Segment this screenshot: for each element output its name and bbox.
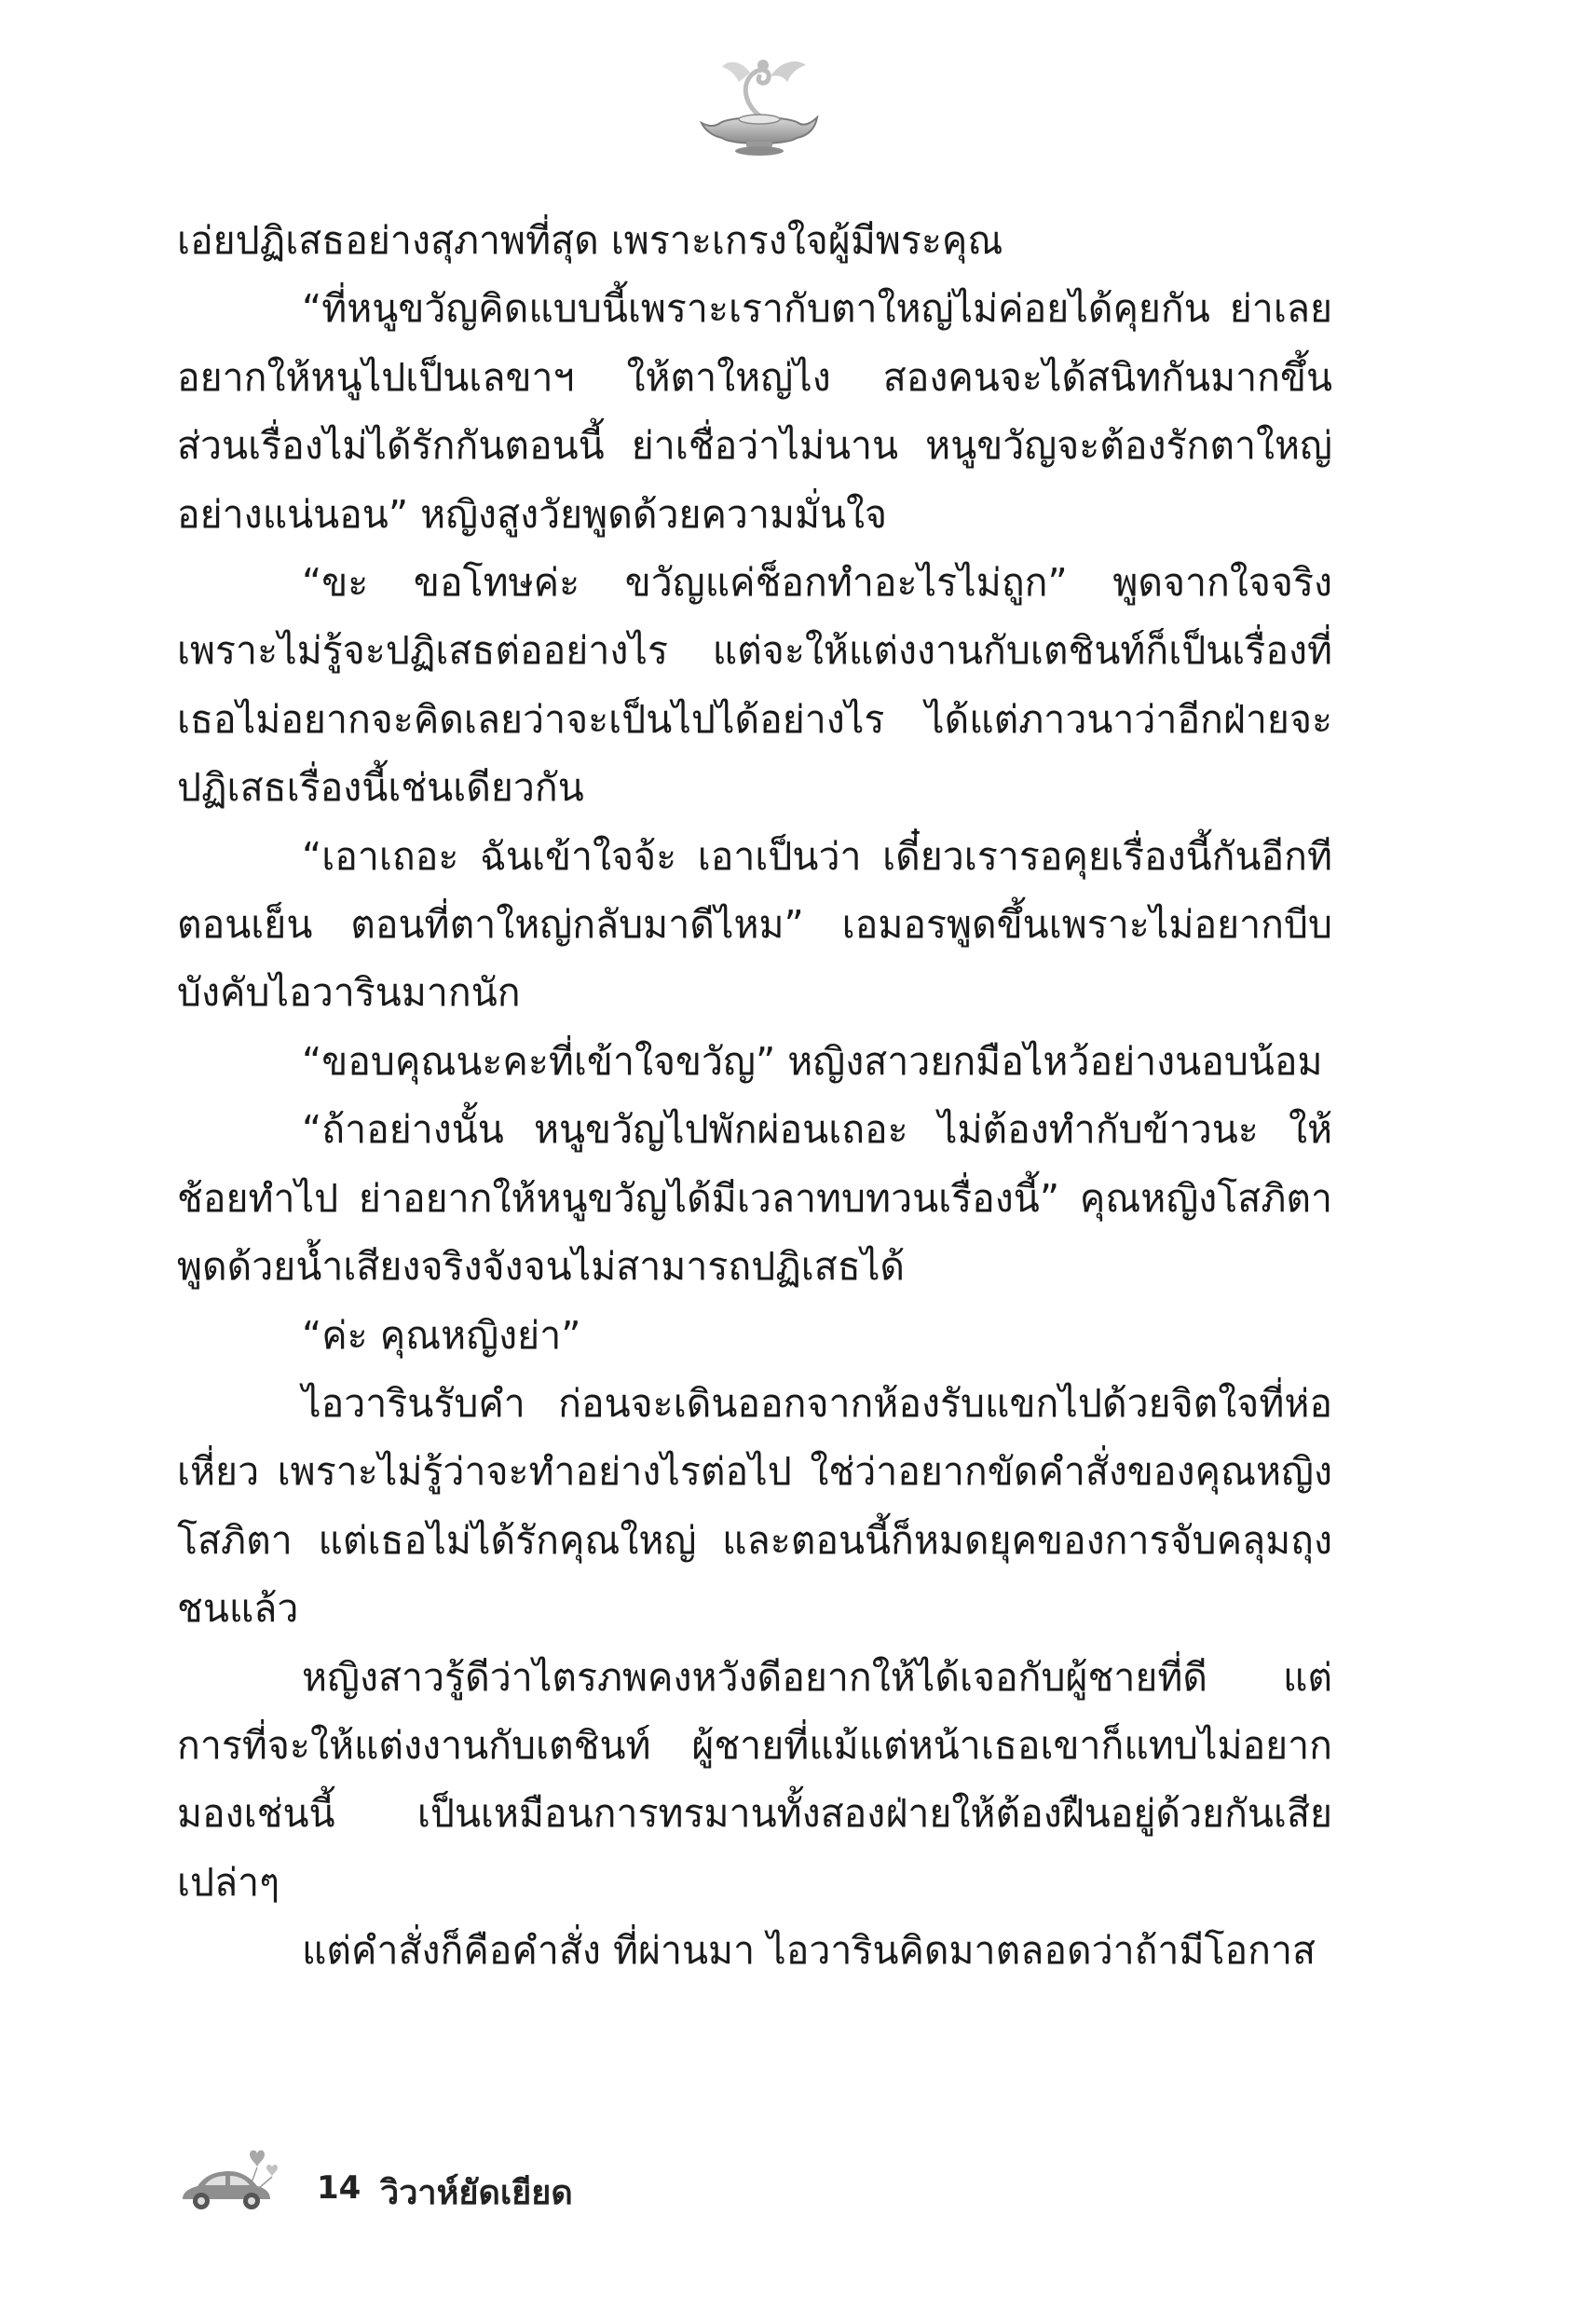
paragraph: “ค่ะ คุณหญิงย่า” bbox=[302, 1312, 581, 1358]
body-text bbox=[177, 207, 1332, 1986]
paragraph: แต่คำสั่งก็คือคำสั่ง ที่ผ่านมา ไอวารินคิดมาตลอดว่าถ้ามีโอกาส bbox=[302, 1928, 1316, 1974]
paragraph: “ขอบคุณนะคะที่เข้าใจขวัญ” หญิงสาวยกมือไหว้อย่างนอบน้อม bbox=[302, 1038, 1323, 1084]
book-title: วิวาห์ยัดเยียด bbox=[380, 2174, 573, 2212]
car-with-hearts-icon bbox=[177, 2141, 289, 2216]
paragraph: “ถ้าอย่างนั้น หนูขวัญไปพักผ่อนเถอะ ไม่ต้องทำกับข้าวนะ ให้ช้อยทำไป ย่าอยากให้หนูขวัญได้มีเวลาทบทวนเรื่องนี้” คุณหญิงโสภิตาพูดด้วยน้ำเสียงจริงจังจนไม่สามารถปฏิเสธได้ bbox=[177, 1107, 1332, 1290]
page-number: 14 bbox=[317, 2169, 361, 2207]
paragraph: หญิงสาวรู้ดีว่าไตรภพคงหวังดีอยากให้ได้เจอกับผู้ชายที่ดี แต่การที่จะให้แต่งงานกับเตชินท์ ผู้ชายที่แม้แต่หน้าเธอเขาก็แทบไม่อยากมองเช่นนี้ เป็นเหมือนการทรมานทั้งสองฝ่ายให้ต้องฝืนอยู่ด้วยกันเสียเปล่าๆ bbox=[177, 1654, 1332, 1905]
paragraph: “เอาเถอะ ฉันเข้าใจจ้ะ เอาเป็นว่า เดี๋ยวเรารอคุยเรื่องนี้กันอีกทีตอนเย็น ตอนที่ตาใหญ่กลับมาดีไหม” เอมอรพูดขึ้นเพราะไม่อยากบีบบังคับไอวารินมากนัก bbox=[177, 833, 1332, 1016]
paragraph: เอ่ยปฏิเสธอย่างสุภาพที่สุด เพราะเกรงใจผู้มีพระคุณ bbox=[177, 218, 1003, 263]
page-footer bbox=[177, 2141, 829, 2225]
paragraph: ไอวารินรับคำ ก่อนจะเดินออกจากห้องรับแขกไปด้วยจิตใจที่ห่อเหี่ยว เพราะไม่รู้ว่าจะทำอย่างไรต่อไป ใช่ว่าอยากขัดคำสั่งของคุณหญิงโสภิตา แต่เธอไม่ได้รักคุณใหญ่ และตอนนี้ก็หมดยุคของการจับคลุมถุงชนแล้ว bbox=[177, 1380, 1332, 1632]
genie-lamp-icon bbox=[694, 48, 825, 160]
paragraph: “ที่หนูขวัญคิดแบบนี้เพราะเรากับตาใหญ่ไม่ค่อยได้คุยกัน ย่าเลยอยากให้หนูไปเป็นเลขาฯ ให้ตาใหญ่ไง สองคนจะได้สนิทกันมากขึ้น ส่วนเรื่องไม่ได้รักกันตอนนี้ ย่าเชื่อว่าไม่นาน หนูขวัญจะต้องรักตาใหญ่อย่างแน่นอน” หญิงสูงวัยพูดด้วยความมั่นใจ bbox=[177, 286, 1332, 537]
paragraph: “ขะ ขอโทษค่ะ ขวัญแค่ช็อกทำอะไรไม่ถูก” พูดจากใจจริง เพราะไม่รู้จะปฏิเสธต่ออย่างไร แต่จะให้แต่งงานกับเตชินท์ก็เป็นเรื่องที่เธอไม่อยากจะคิดเลยว่าจะเป็นไปได้อย่างไร ได้แต่ภาวนาว่าอีกฝ่ายจะปฏิเสธเรื่องนี้เช่นเดียวกัน bbox=[177, 560, 1332, 811]
